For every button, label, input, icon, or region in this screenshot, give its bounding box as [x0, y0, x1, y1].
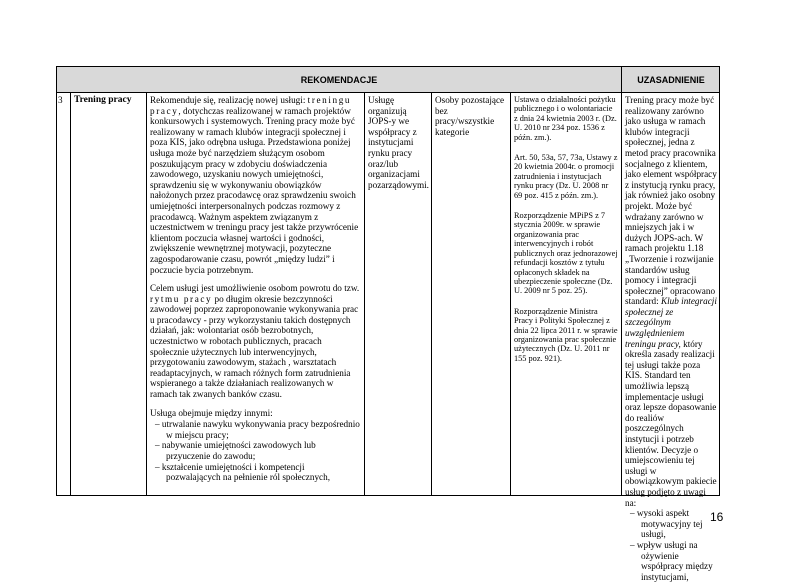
description-paragraph-3: Usługa obejmuje między innymi: — [150, 407, 273, 418]
service-list — [150, 419, 361, 483]
just-italic-standard: Klub integracji społecznej ze szczególnym uwzględnieniem treningu pracy, — [625, 296, 717, 349]
header-justification: UZASADNIENIE — [637, 75, 705, 85]
page-number: 16 — [710, 510, 724, 524]
legal-basis-item: Ustawa o działalności pożytku publicznego i o wolontariacie z dnia 24 kwietnia 2003 r. (Dz. U. 2010 nr 234 poz. 1536 z późn. zm.). — [514, 95, 617, 142]
description-paragraph-1 — [150, 95, 361, 275]
list-item: – utrwalanie nawyku wykonywania pracy bezpośrednio w miejscu pracy; — [155, 419, 360, 440]
table-header — [57, 67, 719, 93]
legal-basis-cell — [511, 93, 622, 495]
p2-text-b: po długim okresie bezczynności zawodowej poprzez zaproponowanie wykonywania prac u pracodawcy - przy wykorzystaniu takich dostępnych działań, jak: wolontariat osób bezrobotnych, uczestnictwo w robotach publicznych, pracach społecznie użytecznych lub interwencyjnych, przygotowaniu zawodowym, stażach , warsztatach readaptacyjnych, w ramach różnych form zatrudnienia wspieranego a także działaniach realizowanych w ramach tak zwanych banków czasu. — [150, 293, 359, 400]
row-title: Trening pracy — [71, 93, 147, 495]
description-paragraph-2 — [150, 283, 361, 400]
list-item: – wpływ usługi na ożywienie współpracy między instytucjami, — [630, 539, 713, 582]
list-item: – nabywanie umiejętności zawodowych lub przyuczenie do zawodu; — [155, 440, 316, 461]
target-group-cell: Osoby pozostające bez pracy/wszystkie kategorie — [432, 93, 511, 495]
legal-basis-item: Rozporządzenie MPiPS z 7 stycznia 2009r. w sprawie organizowania prac interwencyjnych i robót publicznych oraz jednorazowej refundacji kosztów z tytułu opłaconych składek na ubezpieczenie społeczne (Dz. U. 2009 nr 5 poz. 25). — [514, 211, 618, 296]
p2-spaced-term: rytmu pracy — [150, 293, 213, 304]
justification-paragraph — [625, 95, 717, 508]
just-text-a: Trening pracy może być realizowany zarówno jako usługa w ramach klubów integracji społecznej, jedna z metod pracy pracownika socjalnego z klientem, jako element współpracy z instytucją rynku pracy, jak również jako osobny projekt. Może być wdrażany zarówno w mniejszych jak i w dużych JOPS-ach. W ramach projektu 1.18 „Tworzenie i rozwijanie standardów usług pomocy i integracji społecznej” opracowano standard: — [625, 95, 717, 307]
p1-text-b: , dotychczas realizowanej w ramach projektów konkursowych i systemowych. Trening pracy może być realizowany w ramach klubów integracji społecznej i poza KIS, jako odrębna usługa. Przedstawiona poniżej usługa może być narzędziem służącym osobom poszukującym pracy w zdobyciu doświadczenia zawodowego, uzyskaniu nowych umiejętności, sprawdzeniu się w wykonywaniu obowiązków nałożonych przez pracodawcę oraz sprawdzeniu swoich umiejętności interpersonalnych podczas rozmowy z pracodawcą. Ważnym aspektem związanym z uczestnictwem w treningu pracy jest także przywrócenie klientom poczucia własnej wartości i godności, zwiększenie wewnętrznej motywacji, pozyteczne zagospodarowanie czasu, powrót „między ludzi” i poczucie bycia potrzebnym. — [150, 105, 359, 275]
list-item: – kształcenie umiejętności i kompetencji pozwalających na pełnienie ról społecznych, — [155, 461, 331, 483]
legal-basis-item: Rozporządzenie Ministra Pracy i Polityki Społecznej z dnia 22 lipca 2011 r. w sprawie organizowania prac społecznie użytecznych (Dz. U. 2011 nr 155 poz. 921). — [514, 306, 618, 363]
recommendation-description — [147, 93, 365, 495]
justification-list — [625, 508, 717, 582]
just-text-b: który określa zasady realizacji tej usługi także poza KIS. Standard ten umożliwia lepszą implementacje usługi oraz lepsze dopasowanie do realiów poszczególnych instytucji i potrzeb klientów. Decyzje o umiejscowieniu tej usługi w obowiązkowym pakiecie usług podjęto z uwagi na: — [625, 338, 717, 508]
list-item: – wysoki aspekt motywacyjny tej usługi, — [630, 508, 703, 540]
row-number: 3 — [57, 93, 71, 495]
p1-spaced-term: treningu pracy — [150, 95, 352, 116]
legal-basis-item: Art. 50, 53a, 57, 73a, Ustawy z 20 kwietnia 2004r. o promocji zatrudnienia i instytucjach rynku pracy (Dz. U. 2008 nr 69 poz. 415 z późn. zm.). — [514, 153, 618, 200]
p1-text-a: Rekomenduje się, realizację nowej usługi: — [150, 95, 308, 105]
organizer-cell: Usługę organizują JOPS-y we współpracy z instytucjami rynku pracy oraz/lub organizacjami pozarządowymi. — [365, 93, 432, 495]
p2-text-a: Celem usługi jest umożliwienie osobom powrotu do tzw. — [150, 283, 360, 294]
header-recommendations: REKOMENDACJE — [57, 67, 622, 93]
